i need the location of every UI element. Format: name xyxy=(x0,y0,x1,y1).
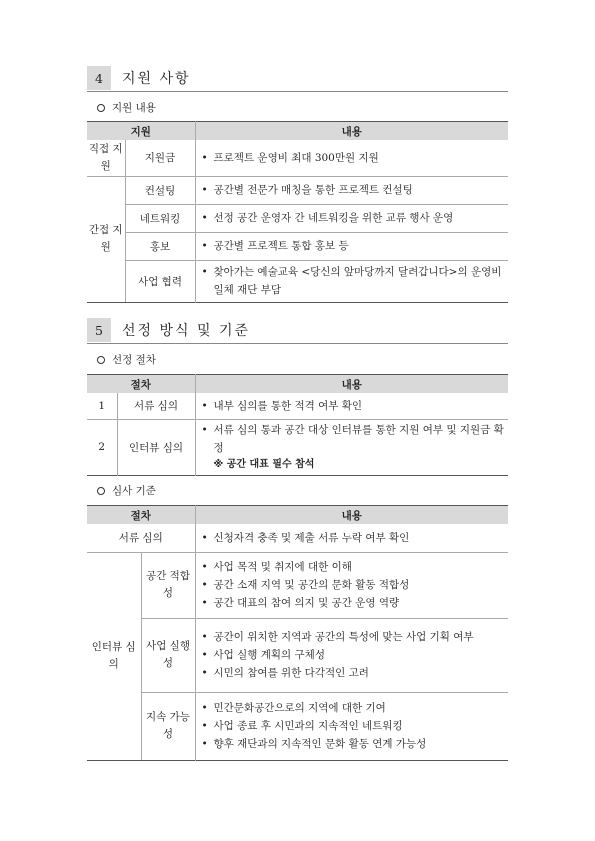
list-item: • 공간별 전문가 매칭을 통한 프로젝트 컨설팅 xyxy=(202,181,508,199)
criterion-name: 공간 적합성 xyxy=(141,552,195,618)
table-row xyxy=(87,419,508,475)
table-row xyxy=(87,232,508,260)
list-item: • 선정 공간 운영자 간 네트워킹을 위한 교류 행사 운영 xyxy=(202,209,508,227)
col-header: 내용 xyxy=(195,375,508,394)
section-number: 5 xyxy=(87,318,111,342)
circle-bullet-icon xyxy=(97,104,105,112)
list-item: • 공간이 위치한 지역과 공간의 특성에 맞는 사업 기획 여부 xyxy=(202,628,508,646)
table-row xyxy=(87,140,508,176)
step-name: 인터뷰 심의 xyxy=(87,552,141,760)
item-name: 사업 협력 xyxy=(125,260,195,302)
table-row xyxy=(87,393,508,419)
col-header: 내용 xyxy=(195,506,508,525)
col-header: 절차 xyxy=(87,375,195,394)
subheading-text: 지원 내용 xyxy=(112,102,156,114)
list-item: • 사업 목적 및 취지에 대한 이해 xyxy=(202,558,508,576)
table-row xyxy=(87,552,508,618)
list-item: • 내부 심의를 통한 적격 여부 확인 xyxy=(202,397,508,415)
section-title: 선정 방식 및 기준 xyxy=(122,323,251,339)
support-table xyxy=(87,121,508,303)
step-name: 서류 심의 xyxy=(118,532,163,545)
circle-bullet-icon xyxy=(97,487,105,495)
circle-bullet-icon xyxy=(97,356,105,364)
step-name: 서류 심의 xyxy=(117,393,195,419)
subheading-text: 선정 절차 xyxy=(112,354,156,366)
list-item: • 서류 심의 통과 공간 대상 인터뷰를 통한 지원 여부 및 지원금 확정 xyxy=(202,421,508,457)
col-header: 절차 xyxy=(87,506,195,525)
criterion-name: 지속 가능성 xyxy=(141,692,195,760)
procedure-table xyxy=(87,374,508,476)
criteria-table xyxy=(87,505,508,761)
item-name: 지원금 xyxy=(125,140,195,176)
section-5-heading xyxy=(87,317,508,344)
list-item: • 프로젝트 운영비 최대 300만원 지원 xyxy=(202,149,508,167)
subheading-selection-procedure xyxy=(97,352,156,367)
col-header: 내용 xyxy=(195,122,508,141)
subheading-text: 심사 기준 xyxy=(112,485,156,497)
item-name: 홍보 xyxy=(125,232,195,260)
list-item: • 신청자격 충족 및 제출 서류 누락 여부 확인 xyxy=(202,529,508,547)
criterion-name: 사업 실행성 xyxy=(141,618,195,692)
subheading-review-criteria xyxy=(97,483,156,498)
table-row xyxy=(87,618,508,692)
list-item: • 찾아가는 예술교육 <당신의 앞마당까지 달려갑니다>의 운영비 일체 재단 부담 xyxy=(202,263,508,299)
attendance-note: ※ 공간 대표 필수 참석 xyxy=(213,459,315,470)
table-row xyxy=(87,692,508,760)
section-number: 4 xyxy=(87,66,111,90)
list-item: • 공간 대표의 참여 의지 및 공간 운영 역량 xyxy=(202,594,508,612)
col-header: 지원 xyxy=(87,122,195,141)
step-number: 2 xyxy=(98,441,106,453)
list-item: • 공간별 프로젝트 통합 홍보 등 xyxy=(202,237,508,255)
list-item: • 공간 소재 지역 및 공간의 문화 활동 적합성 xyxy=(202,576,508,594)
group-cell: 간접 지원 xyxy=(87,176,125,302)
list-item: • 사업 실행 계획의 구체성 xyxy=(202,646,508,664)
table-row xyxy=(87,176,508,204)
group-cell: 직접 지원 xyxy=(87,140,125,176)
list-item: • 민간문화공간으로의 지역에 대한 기여 xyxy=(202,699,508,717)
step-name: 인터뷰 심의 xyxy=(117,419,195,475)
table-row xyxy=(87,260,508,302)
list-item: • 시민의 참여를 위한 다각적인 고려 xyxy=(202,664,508,682)
item-name: 컨설팅 xyxy=(125,176,195,204)
list-item: • 향후 재단과의 지속적인 문화 활동 연계 가능성 xyxy=(202,735,508,753)
list-item: • 사업 종료 후 시민과의 지속적인 네트워킹 xyxy=(202,717,508,735)
step-number: 1 xyxy=(98,399,106,412)
subheading-support-content xyxy=(97,100,156,115)
table-row xyxy=(87,524,508,552)
item-name: 네트워킹 xyxy=(125,204,195,232)
section-4-heading xyxy=(87,65,508,92)
table-row xyxy=(87,204,508,232)
section-title: 지원 사항 xyxy=(122,71,191,87)
